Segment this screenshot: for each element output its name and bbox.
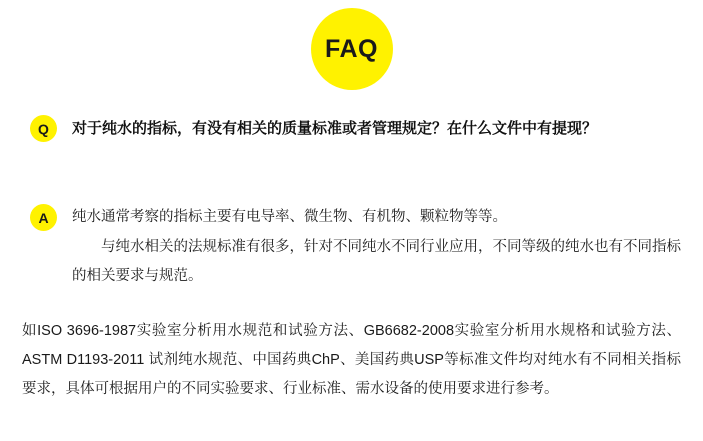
- faq-badge: [311, 8, 393, 90]
- answer-marker-label: A: [38, 209, 49, 226]
- faq-badge-label: FAQ: [325, 34, 378, 63]
- answer-marker-icon: [30, 204, 57, 231]
- answer-paragraph-3: 如ISO 3696-1987实验室分析用水规范和试验方法、GB6682-2008实验室分析用水规格和试验方法、ASTM D1193-2011 试剂纯水规范、中国药典ChP、美国药典USP等标准文件均对纯水有不同相关指标要求，具体可根据用户的不同实验要求、行业标准、需水设备的使用要求进行参考。: [22, 323, 681, 397]
- question-marker-icon: [30, 115, 57, 142]
- answer-paragraph-2: 与纯水相关的法规标准有很多，针对不同纯水不同行业应用，不同等级的纯水也有不同指标的相关要求与规范。: [72, 239, 681, 284]
- question-text-container: [72, 114, 681, 144]
- answer-paragraph-1: 纯水通常考察的指标主要有电导率、微生物、有机物、颗粒物等等。: [72, 209, 507, 225]
- answer-block: [30, 203, 681, 292]
- answer-text-container: [72, 203, 681, 292]
- faq-badge-container: [0, 8, 703, 90]
- question-block: [30, 114, 681, 144]
- question-marker-label: Q: [38, 120, 49, 137]
- question-text: 对于纯水的指标，有没有相关的质量标准或者管理规定？在什么文件中有提现？: [72, 120, 598, 137]
